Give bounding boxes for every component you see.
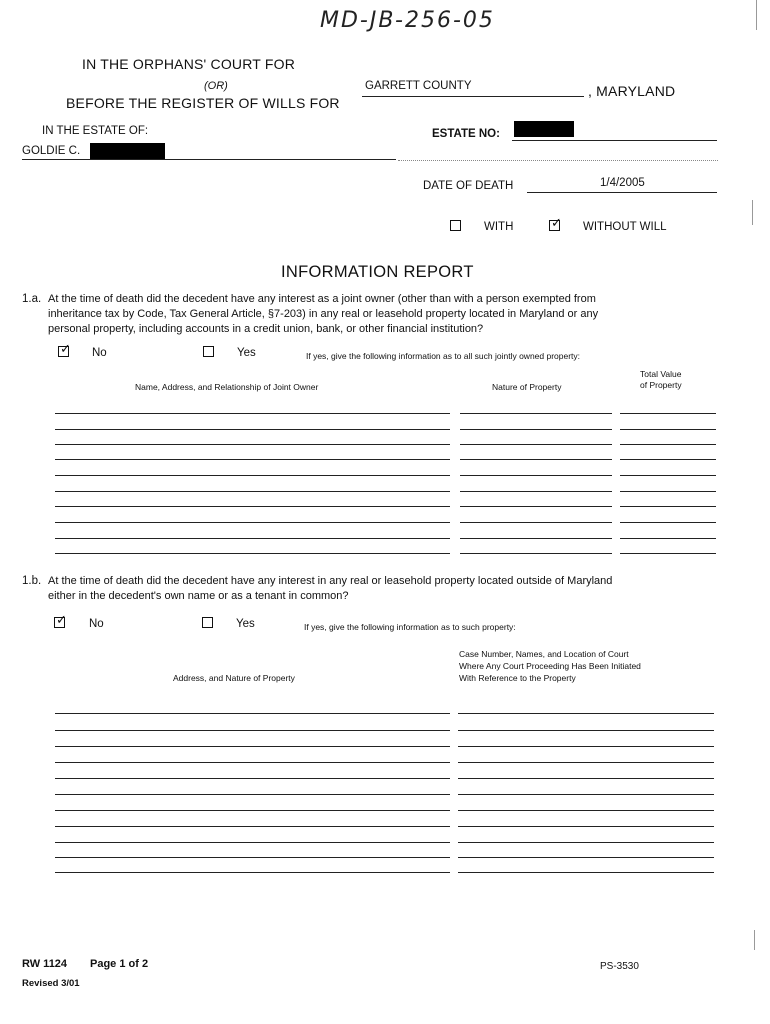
table-row[interactable] — [620, 413, 716, 414]
q1a-col-value-1: Total Value — [640, 369, 682, 379]
table-row[interactable] — [620, 459, 716, 460]
court-header-line2: BEFORE THE REGISTER OF WILLS FOR — [66, 95, 340, 111]
table-row[interactable] — [460, 538, 612, 539]
revised-date: Revised 3/01 — [22, 978, 80, 989]
table-row[interactable] — [460, 444, 612, 445]
q1b-line2: either in the decedent's own name or as a tenant in common? — [48, 590, 349, 602]
table-row[interactable] — [55, 506, 450, 507]
table-row[interactable] — [458, 842, 714, 843]
table-row[interactable] — [460, 553, 612, 554]
q1b-col-case-1: Case Number, Names, and Location of Court — [459, 649, 629, 659]
table-row[interactable] — [55, 762, 450, 763]
table-row[interactable] — [458, 794, 714, 795]
form-number: RW 1124 — [22, 958, 68, 970]
county-underline — [362, 96, 584, 97]
page-title: INFORMATION REPORT — [281, 263, 474, 281]
table-row[interactable] — [458, 810, 714, 811]
estate-no-underline-2 — [398, 160, 718, 161]
q1b-ifyes-instructions: If yes, give the following information as to such property: — [304, 622, 516, 632]
table-row[interactable] — [620, 444, 716, 445]
table-row[interactable] — [55, 842, 450, 843]
table-row[interactable] — [620, 475, 716, 476]
page-number: Page 1 of 2 — [90, 958, 149, 970]
table-row[interactable] — [458, 872, 714, 873]
q1a-line2: inheritance tax by Code, Tax General Article, §7-203) in any real or leasehold property located in Maryland or any — [48, 308, 599, 320]
with-will-checkbox[interactable] — [450, 220, 461, 231]
county-field[interactable]: GARRETT COUNTY — [365, 80, 472, 92]
decedent-name-underline — [22, 159, 396, 160]
without-will-checkbox[interactable] — [549, 216, 562, 231]
table-row[interactable] — [460, 429, 612, 430]
table-row[interactable] — [55, 794, 450, 795]
q1b-col-case-3: With Reference to the Property — [459, 673, 576, 683]
q1a-col-nature: Nature of Property — [492, 382, 562, 392]
with-will-label: WITH — [484, 221, 514, 233]
q1a-yes-label: Yes — [237, 347, 256, 359]
table-row[interactable] — [55, 553, 450, 554]
q1b-yes-checkbox[interactable] — [202, 617, 213, 628]
date-of-death-underline — [527, 192, 717, 193]
table-row[interactable] — [620, 538, 716, 539]
table-row[interactable] — [55, 872, 450, 873]
table-row[interactable] — [458, 826, 714, 827]
q1a-line3: personal property, including accounts in a credit union, bank, or other financial institution? — [48, 323, 484, 335]
table-row[interactable] — [620, 506, 716, 507]
redaction-block — [90, 143, 165, 159]
table-row[interactable] — [458, 778, 714, 779]
estate-of-label: IN THE ESTATE OF: — [42, 125, 149, 137]
q1b-no-checkbox[interactable] — [54, 613, 67, 628]
table-row[interactable] — [55, 538, 450, 539]
state-label: , MARYLAND — [588, 83, 676, 99]
redaction-block — [514, 121, 574, 137]
q1a-ifyes-instructions: If yes, give the following information as to all such jointly owned property: — [306, 351, 581, 361]
table-row[interactable] — [55, 778, 450, 779]
estate-no-label: ESTATE NO: — [432, 128, 500, 140]
table-row[interactable] — [460, 506, 612, 507]
checkmark-icon: ✓ — [551, 216, 562, 231]
decedent-name-field[interactable]: GOLDIE C. — [22, 145, 81, 157]
q1a-line1: At the time of death did the decedent have any interest as a joint owner (other than with a person exempted from — [48, 293, 596, 305]
q1b-yes-label: Yes — [236, 618, 255, 630]
table-row[interactable] — [460, 475, 612, 476]
table-row[interactable] — [55, 713, 450, 714]
table-row[interactable] — [55, 857, 450, 858]
scan-edge-mark — [752, 200, 753, 225]
table-row[interactable] — [458, 713, 714, 714]
table-row[interactable] — [458, 857, 714, 858]
table-row[interactable] — [460, 491, 612, 492]
table-row[interactable] — [620, 429, 716, 430]
q1b-line1: At the time of death did the decedent have any interest in any real or leasehold property located outside of Maryland — [48, 575, 613, 587]
table-row[interactable] — [620, 553, 716, 554]
date-of-death-field[interactable]: 1/4/2005 — [600, 177, 645, 189]
handwritten-reference: MD-JB-256-05 — [320, 8, 495, 33]
table-row[interactable] — [55, 826, 450, 827]
table-row[interactable] — [460, 459, 612, 460]
table-row[interactable] — [620, 491, 716, 492]
checkmark-icon: ✓ — [60, 342, 71, 357]
checkmark-icon: ✓ — [56, 613, 67, 628]
q1b-col-address: Address, and Nature of Property — [173, 673, 295, 683]
q1a-col-value-2: of Property — [640, 380, 682, 390]
table-row[interactable] — [458, 762, 714, 763]
table-row[interactable] — [55, 491, 450, 492]
table-row[interactable] — [55, 746, 450, 747]
q1a-no-label: No — [92, 347, 107, 359]
estate-no-underline — [512, 140, 717, 141]
table-row[interactable] — [55, 730, 450, 731]
table-row[interactable] — [55, 810, 450, 811]
table-row[interactable] — [458, 746, 714, 747]
q1b-col-case-2: Where Any Court Proceeding Has Been Initiated — [459, 661, 641, 671]
table-row[interactable] — [55, 522, 450, 523]
table-row[interactable] — [460, 522, 612, 523]
table-row[interactable] — [55, 413, 450, 414]
q1a-yes-checkbox[interactable] — [203, 346, 214, 357]
table-row[interactable] — [458, 730, 714, 731]
q1a-no-checkbox[interactable] — [58, 342, 71, 357]
table-row[interactable] — [55, 444, 450, 445]
table-row[interactable] — [55, 459, 450, 460]
q1a-number: 1.a. — [22, 293, 42, 305]
table-row[interactable] — [55, 429, 450, 430]
q1b-no-label: No — [89, 618, 104, 630]
scan-edge-mark — [756, 0, 757, 30]
table-row[interactable] — [55, 475, 450, 476]
court-header-or: (OR) — [204, 80, 228, 92]
date-of-death-label: DATE OF DEATH — [423, 180, 514, 192]
table-row[interactable] — [620, 522, 716, 523]
ps-code: PS-3530 — [600, 961, 639, 972]
scan-edge-mark — [754, 930, 755, 950]
q1a-col-joint-owner: Name, Address, and Relationship of Joint Owner — [135, 382, 319, 392]
table-row[interactable] — [460, 413, 612, 414]
without-will-label: WITHOUT WILL — [583, 221, 667, 233]
q1b-number: 1.b. — [22, 575, 42, 587]
court-header-line1: IN THE ORPHANS' COURT FOR — [82, 56, 296, 72]
